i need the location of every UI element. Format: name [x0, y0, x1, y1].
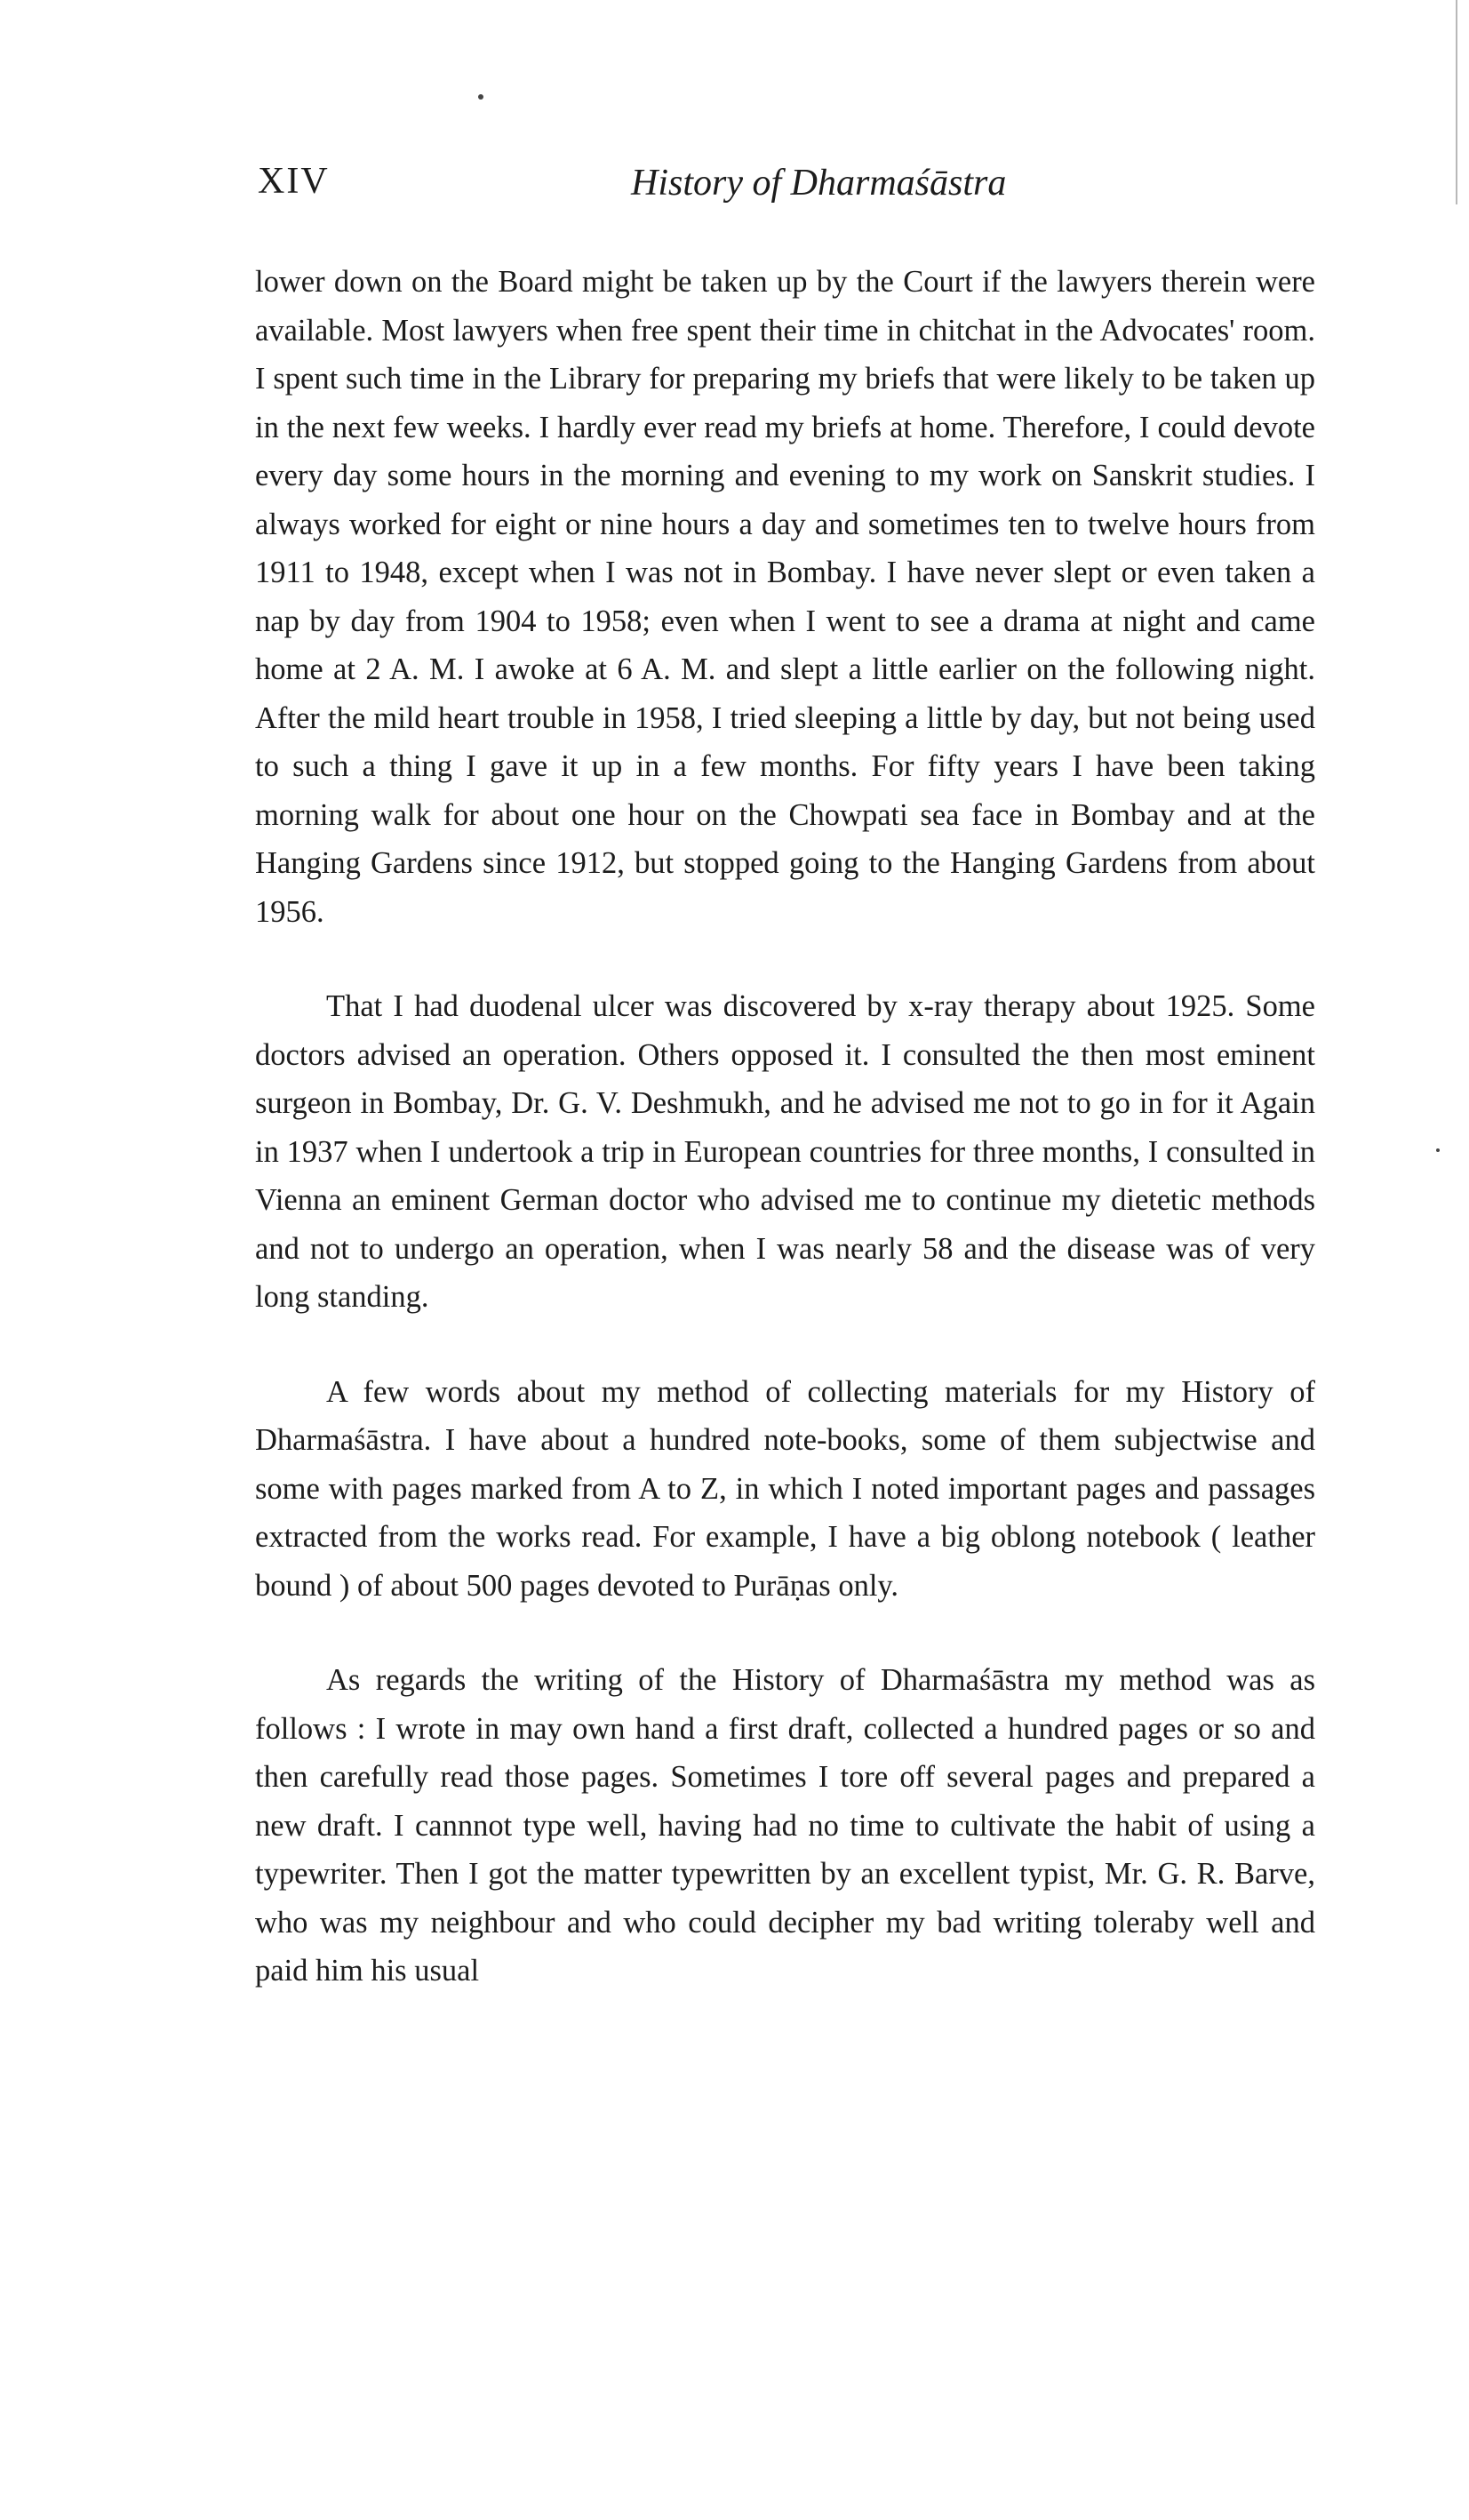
paragraph-materials: A few words about my method of collecting materials for my History of Dharmaśāstra. I have about a hundred note-books, some of them subjectwise and some with pages marked from A to Z, in which I noted important pages and passages extracted from the works read. For example, I have a big oblong notebook ( leather bound ) of about 500 pages devoted to Purāṇas only. [255, 1374, 1315, 1603]
ink-speck [478, 94, 483, 100]
ink-speck [1436, 1148, 1440, 1152]
paragraph-continued: lower down on the Board might be taken up by the Court if the lawyers therein were available. Most lawyers when free spent their time in chitchat in the Advocates' room. I spent such time in the Library for preparing my briefs that were likely to be taken up in the next few weeks. I hardly ever read my briefs at home. Therefore, I could devote every day some hours in the morning and evening to my work on Sanskrit studies. I always worked for eight or nine hours a day and sometimes ten to twelve hours from 1911 to 1948, except when I was not in Bombay. I have never slept or even taken a nap by day from 1904 to 1958; even when I went to see a drama at night and came home at 2 A. M. I awoke at 6 A. M. and slept a little earlier on the following night. After the mild heart trouble in 1958, I tried sleeping a little by day, but not being used to such a thing I gave it up in a few months. For fifty years I have been taking morning walk for about one hour on the Chowpati sea face in Bombay and at the Hanging Gardens since 1912, but stopped going to the Hanging Gardens from about 1956. [255, 265, 1315, 929]
page-number: XIV [258, 161, 330, 202]
page-header [258, 160, 1315, 222]
body-text [255, 258, 1315, 2042]
paragraph-writing-method: As regards the writing of the History of Dharmaśāstra my method was as follows : I wrote in may own hand a first draft, collected a hundred pages or so and then carefully read those pages. Sometimes I tore off several pages and prepared a new draft. I cannnot type well, having had no time to cultivate the habit of using a typewriter. Then I got the matter typewritten by an excellent typist, Mr. G. R. Barve, who was my neighbour and who could decipher my bad writing toleraby well and paid him his usual [255, 1663, 1315, 1988]
page-edge-line [1456, 0, 1457, 204]
paragraph-ulcer: That I had duodenal ulcer was discovered by x-ray therapy about 1925. Some doctors advised an operation. Others opposed it. I consulted the then most eminent surgeon in Bombay, Dr. G. V. Deshmukh, and he advised me not to go in for it Again in 1937 when I undertook a trip in European countries for three months, I consulted in Vienna an eminent German doctor who advised me to continue my dietetic methods and not to undergo an operation, when I was nearly 58 and the disease was of very long standing. [255, 989, 1315, 1314]
running-title: History of Dharmaśāstra [631, 163, 1007, 204]
